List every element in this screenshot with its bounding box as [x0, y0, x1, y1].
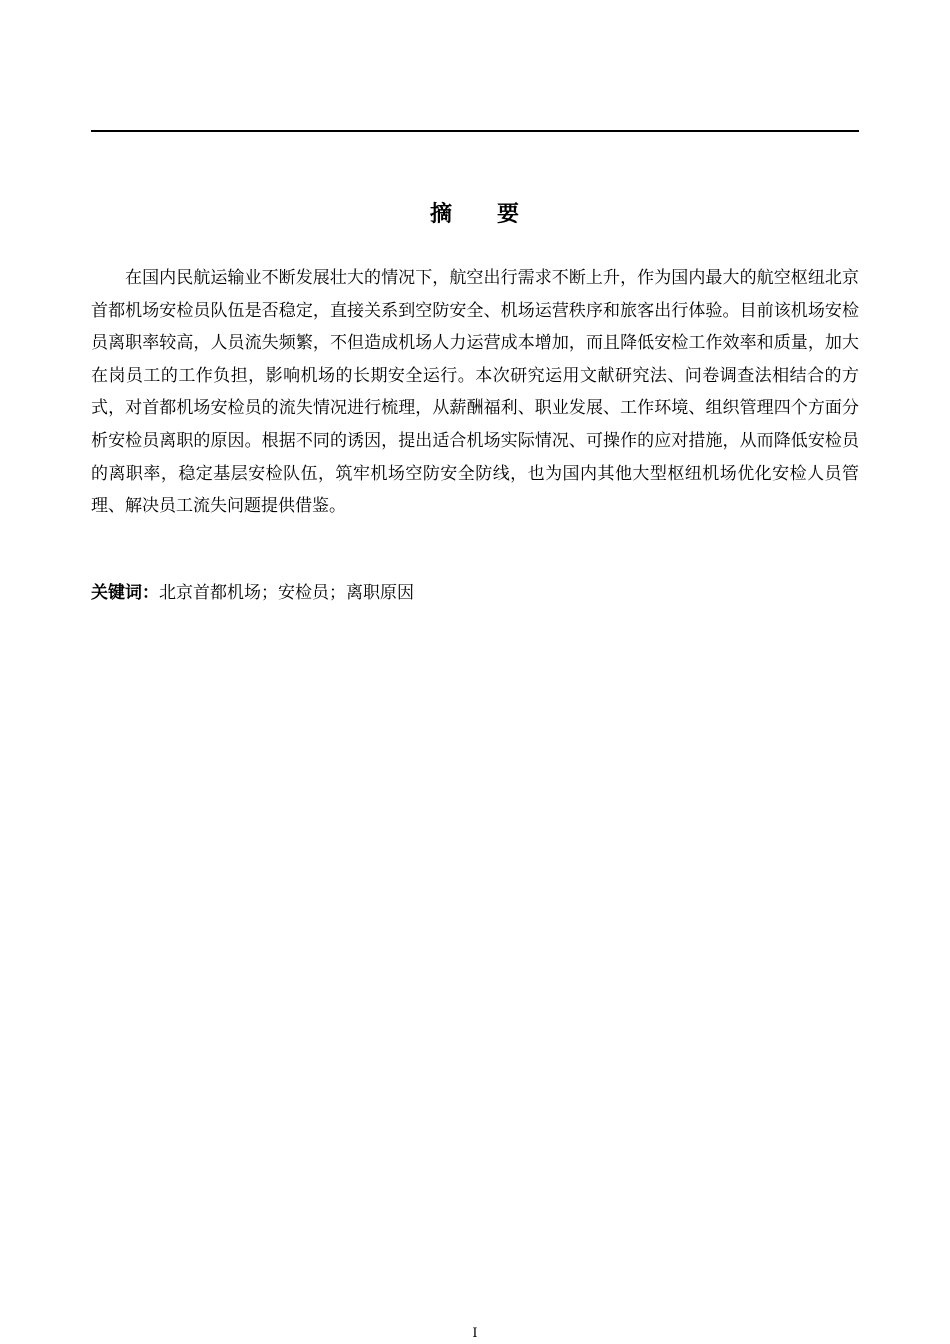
keywords-text: 北京首都机场；安检员；离职原因 [159, 583, 414, 603]
header-rule [91, 130, 859, 132]
abstract-title-char-2: 要 [497, 201, 521, 227]
keywords-line [91, 577, 859, 609]
keywords-label: 关键词： [91, 583, 159, 603]
abstract-title-char-1: 摘 [429, 201, 453, 227]
page-number: I [472, 1326, 478, 1341]
abstract-body: 在国内民航运输业不断发展壮大的情况下，航空出行需求不断上升，作为国内最大的航空枢纽北京首都机场安检员队伍是否稳定，直接关系到空防安全、机场运营秩序和旅客出行体验。目前该机场安检员离职率较高，人员流失频繁，不但造成机场人力运营成本增加，而且降低安检工作效率和质量，加大在岗员工的工作负担，影响机场的长期安全运行。本次研究运用文献研究法、问卷调查法相结合的方式，对首都机场安检员的流失情况进行梳理，从薪酬福利、职业发展、工作环境、组织管理四个方面分析安检员离职的原因。根据不同的诱因，提出适合机场实际情况、可操作的应对措施，从而降低安检员的离职率，稳定基层安检队伍，筑牢机场空防安全防线，也为国内其他大型枢纽机场优化安检人员管理、解决员工流失问题提供借鉴。 [91, 268, 859, 517]
abstract-title [0, 199, 950, 229]
